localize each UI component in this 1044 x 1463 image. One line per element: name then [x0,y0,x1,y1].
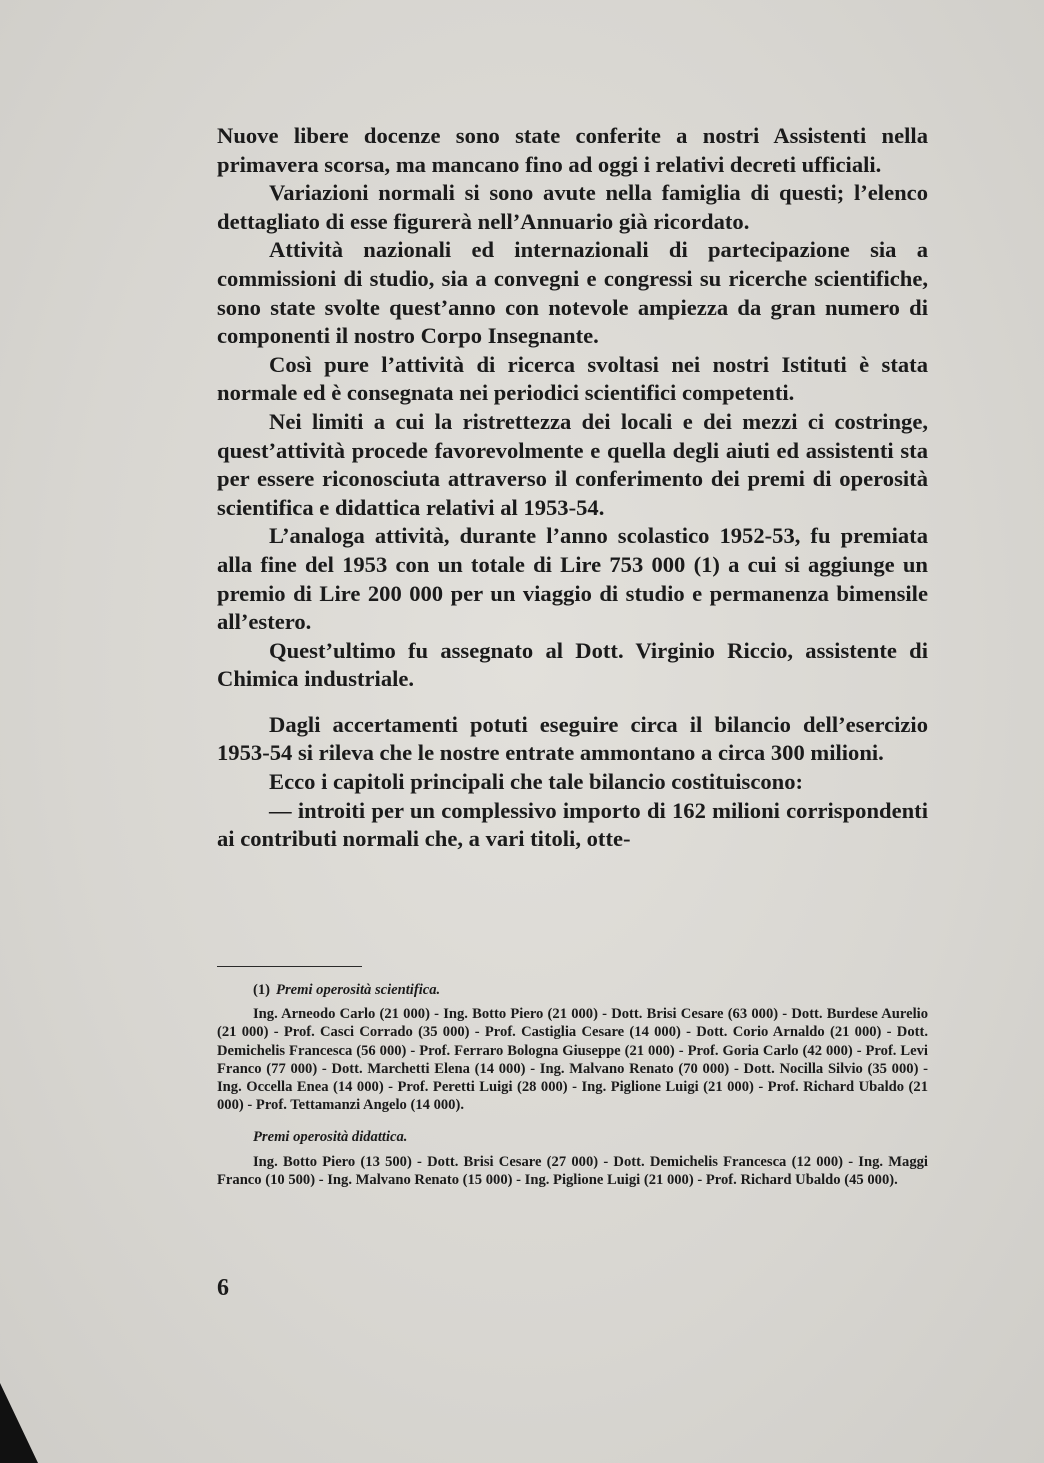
paragraph-capitoli: Ecco i capitoli principali che tale bilancio costituiscono: [269,769,804,795]
footnote-list-scientifica: Ing. Arneodo Carlo (21 000) - Ing. Botto Piero (21 000) - Dott. Brisi Cesare (63 000) - Dott. Burdese Aurelio (21 000) - Prof. Casci Corrado (35 000) - Prof. Castiglia Cesare (14 000) - Dott. Corio Arnaldo (21 000) - Dott. Demichelis Francesca (56 000) - Prof. Ferraro Bologna Giuseppe (21 000) - Prof. Goria Carlo (42 000) - Prof. Levi Franco (77 000) - Dott. Marchetti Elena (14 000) - Ing. Malvano Renato (70 000) - Dott. Nocilla Silvio (35 000) - Ing. Occella Enea (14 000) - Prof. Peretti Luigi (28 000) - Ing. Piglione Luigi (21 000) - Prof. Richard Ubaldo (21 000) - Prof. Tettamanzi Angelo (14 000). [217,1006,928,1114]
footnote-rule [217,966,362,967]
paragraph-attivita-nazionali: Attività nazionali ed internazionali di partecipazione sia a commissioni di studio, sia a convegni e congressi su ricerche scientifiche, sono state svolte quest’anno con notevole ampiezza da gran numero di componenti il nostro Corpo Insegnante. [217,237,928,349]
paragraph-attivita-ricerca: Così pure l’attività di ricerca svoltasi nei nostri Istituti è stata normale ed è consegnata nei periodici scientifici competenti. [217,351,928,406]
paragraph-viaggio-assegnato: Quest’ultimo fu assegnato al Dott. Virginio Riccio, assistente di Chimica industriale. [217,637,928,692]
paragraph-introiti: — introiti per un complessivo importo di 162 milioni corrispondenti ai contributi normali che, a vari titoli, otte- [217,797,928,852]
paragraph-libere-docenze: Nuove libere docenze sono state conferite a nostri Assistenti nella primavera scorsa, ma mancano fino ad oggi i relativi decreti ufficiali. [217,123,928,177]
paragraph-analoga-attivita: L’analoga attività, durante l’anno scolastico 1952-53, fu premiata alla fine del 1953 con un totale di Lire 753 000 (1) a cui si aggiunge un premio di Lire 200 000 per un viaggio di studio e permanenza bimensile all’estero. [217,523,928,635]
footnote-number: (1) [253,982,271,998]
footnote-heading-scientifica [253,981,928,999]
footnote-list-didattica: Ing. Botto Piero (13 500) - Dott. Brisi Cesare (27 000) - Dott. Demichelis Francesca (12 000) - Ing. Maggi Franco (10 500) - Ing. Malvano Renato (15 000) - Ing. Piglione Luigi (21 000) - Prof. Richard Ubaldo (45 000). [217,1153,928,1188]
paragraph-limiti: Nei limiti a cui la ristrettezza dei locali e dei mezzi ci costringe, quest’attività procede favorevolmente e quella degli aiuti ed assistenti sta per essere riconosciuta attraverso il conferimento dei premi di operosità scientifica e didattica relativi al 1953-54. [217,408,928,520]
paragraph-bilancio: Dagli accertamenti potuti eseguire circa il bilancio dell’esercizio 1953-54 si rileva che le nostre entrate ammontano a circa 300 milioni. [217,711,928,766]
body-text [217,122,928,854]
footnote-heading-didattica: Premi operosità didattica. [253,1129,408,1146]
scan-corner-mark [0,1383,38,1463]
footnote-heading-scientifica-text: Premi operosità scientifica. [276,982,441,998]
footnotes [217,966,928,1189]
paragraph-variazioni: Variazioni normali si sono avute nella famiglia di questi; l’elenco dettagliato di esse figurerà nell’Annuario già ricordato. [217,180,928,234]
page-number: 6 [217,1275,229,1301]
